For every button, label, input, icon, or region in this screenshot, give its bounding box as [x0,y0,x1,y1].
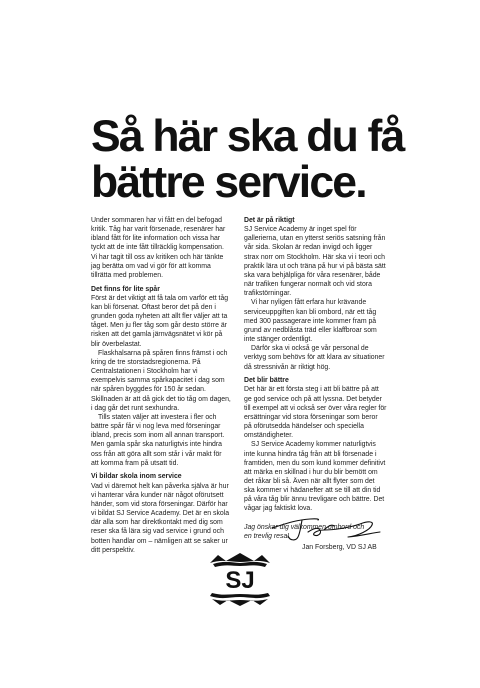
body-paragraph: SJ Service Academy är inget spel för gallerierna, utan en ytterst seriös satsning från vår sida. Skolan är redan invigd och ligger strax norr om Stockholm. Här ska vi i teori och praktik lära ut och träna på hur vi på bästa sätt ska vara behjälpliga för våra resenärer, både när trafiken fungerar normalt och vid stora trafikstörningar. [244,226,386,298]
body-paragraph: Det här är ett första steg i att bli bättre på att ge god service och på att lyssna. Det betyder till exempel att vi också ser över våra regler för ersättningar vid stora förseningar som beror på oförutsedda händelser och speciella omständigheter. [244,386,387,440]
logo-text: SJ [225,567,255,594]
section-heading-real: Det är på riktigt [244,217,295,224]
headline-line-1: Så här ska du få [91,112,404,161]
body-paragraph: Tills staten väljer att investera i fler och bättre spår får vi nog leva med förseningar ibland, precis som inom all annan transport. Men gamla spår ska naturligtvis inte hindra oss från att göra allt som står i vår makt för att komma fram på utsatt tid. [91,413,225,467]
body-paragraph: Vad vi däremot helt kan påverka själva är hur vi hanterar våra kunder när något oförutsett händer, som vid stora förseningar. Därför har vi bildat SJ Service Academy. Det är en skola där alla som har direktkontakt med dig som reser ska få lära sig vad service i grund och botten handlar om – nämligen att se saker ur ditt perspektiv. [91,482,230,554]
closing-line-1: Jag önskar dig välkommen ombord och [244,523,365,531]
closing-line-2: en trevlig resa! [244,532,290,540]
section-heading-better: Det blir bättre [244,377,289,385]
headline [91,112,404,207]
intro-paragraph: Under sommaren har vi fått en del befogad kritik. Tåg har varit försenade, resenärer har ibland fått för lite information och vissa har tyckt att de inte fått tillräcklig kompensation. Vi har tagit till oss av kritiken och här tänkte jag berätta om vad vi gör för att komma tillrätta med problemen. [91,217,226,279]
body-paragraph: Vi har nyligen fått erfara hur krävande serviceuppgiften kan bli ombord, när ett tåg med 300 passagerare inte kommer fram på grund av nedblåsta träd eller klaffbroar som inte stänger ordentligt. [244,299,377,344]
right-text-column [244,216,387,541]
body-paragraph: Därför ska vi också ge vår personal de verktyg som behövs för att klara av situationer då stressnivån är riktigt hög. [244,345,385,371]
body-paragraph: Först är det viktigt att få tala om varför ett tåg kan bli försenat. Oftast beror det på den i grunden goda nyheten att allt fler väljer att ta tåget. Men ju fler tåg som går desto större är risken att det gamla järnvägsnätet vi kör på blir överbelastat. [91,294,229,348]
body-paragraph: Flaskhalsarna på spåren finns främst i och kring de tre storstadsregionerna. På Centralstationen i Stockholm har vi exempelvis samma spårkapacitet i dag som när spåren byggdes för 150 år sedan. Skillnaden är att då gick det tio tåg om dagen, i dag går det runt sexhundra. [91,349,231,412]
handwritten-signature-icon [268,506,383,544]
section-heading-track: Det finns för lite spår [91,285,160,293]
headline-line-2: bättre service. [91,158,366,207]
signer-name: Jan Forsberg, VD SJ AB [302,544,377,551]
section-heading-school: Vi bildar skola inom service [91,473,182,481]
sj-crown-logo-icon [200,552,280,607]
body-paragraph: SJ Service Academy kommer naturligtvis inte kunna hindra tåg från att bli försenade i framtiden, men du som kund kommer definitivt att märka en skillnad i hur du blir bemött om det råkar bli så. Även när allt flyter som det ska kommer vi hädanefter att se till att din tid på våra tåg blir ännu trevligare och bättre. Det vågar jag faktiskt lova. [244,441,386,513]
left-text-column [91,216,231,555]
